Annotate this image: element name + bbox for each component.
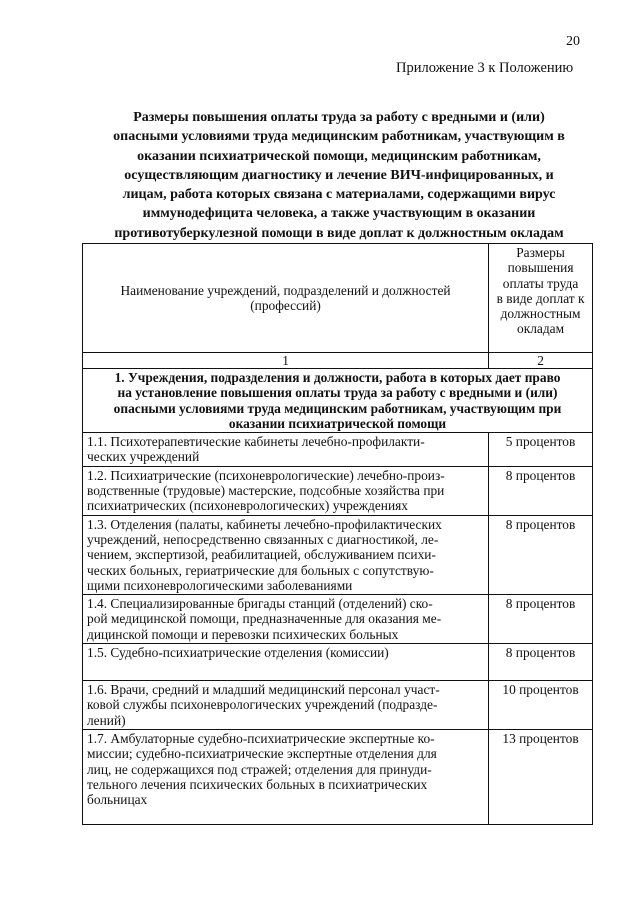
- table-header-row: [83, 244, 593, 353]
- title-line: противотуберкулезной помощи в виде доплат к должностным окладам: [114, 225, 564, 241]
- title-line: опасными условиями труда медицинским работникам, участвующим в: [113, 129, 565, 145]
- section-line: опасными условиями труда медицинским работникам, участвующим при: [113, 400, 562, 416]
- section-header: [83, 369, 593, 433]
- row-line: водственные (трудовые) мастерские, подсобные хозяйства при: [87, 483, 445, 499]
- row-line: тельного лечения психических больных в психиатрических: [87, 776, 428, 792]
- column-number-row: [83, 353, 593, 369]
- row-value: 10 процентов: [489, 681, 593, 730]
- row-line: больницах: [87, 792, 148, 808]
- row-line: ческих учреждений: [87, 449, 200, 465]
- table-row: [83, 681, 593, 730]
- row-description: [83, 595, 489, 644]
- row-value: 8 процентов: [489, 515, 593, 594]
- header-size-line: оплаты труда: [502, 275, 579, 291]
- row-line: 1.7. Амбулаторные судебно-психиатрические экспертные ко-: [87, 730, 435, 746]
- row-description: [83, 466, 489, 515]
- row-line: психиатрических (психоневрологических) учреждениях: [87, 498, 408, 514]
- column-number: 1: [83, 353, 489, 369]
- header-size-line: в виде доплат к: [496, 290, 585, 306]
- title-line: иммунодефицита человека, а также участвующим в оказании: [142, 206, 536, 222]
- row-line: дицинской помощи и перевозки психических больных: [87, 626, 399, 642]
- title-line: лицам, работа которых связана с материалами, содержащими вирус: [122, 187, 556, 203]
- header-size-line: окладам: [517, 321, 565, 337]
- row-line: миссии; судебно-психиатрические экспертные отделения для: [87, 746, 437, 762]
- row-line: лений): [87, 712, 126, 728]
- row-line: 1.3. Отделения (палаты, кабинеты лечебно-профилактических: [87, 516, 442, 532]
- row-description: [83, 644, 489, 681]
- header-name-cell: [83, 244, 489, 353]
- row-value: 13 процентов: [489, 729, 593, 824]
- table-row: [83, 515, 593, 594]
- row-line: 1.6. Врачи, средний и младший медицинский персонал участ-: [87, 682, 440, 698]
- row-line: ковой службы психоневрологических учреждений (подразде-: [87, 697, 438, 713]
- header-size-line: повышения: [507, 260, 574, 276]
- header-size-line: Размеры: [516, 245, 565, 260]
- allowance-table: [82, 243, 593, 825]
- row-line: ческих больных, гериатрические для больных с сопутствую-: [87, 562, 434, 578]
- row-line: 1.2. Психиатрические (психоневрологические) лечебно-произ-: [87, 467, 445, 483]
- row-line: 1.4. Специализированные бригады станций (отделений) ско-: [87, 596, 433, 612]
- row-description: [83, 729, 489, 824]
- row-line: чением, экспертизой, реабилитацией, обслуживанием психи-: [87, 547, 436, 563]
- table-row: [83, 729, 593, 824]
- row-line: лиц, не содержащихся под стражей; отделения для принуди-: [87, 761, 432, 777]
- section-line: 1. Учреждения, подразделения и должности, работа в которых дает право: [114, 370, 561, 385]
- row-value: 5 процентов: [489, 433, 593, 467]
- header-size-cell: [489, 244, 593, 353]
- table-row: [83, 433, 593, 467]
- title-line: Размеры повышения оплаты труда за работу с вредными и (или): [133, 110, 545, 125]
- page-number: 20: [566, 34, 580, 49]
- table-row: [83, 466, 593, 515]
- row-value: 8 процентов: [489, 644, 593, 681]
- section-line: на установление повышения оплаты труда за работу с вредными и (или): [117, 385, 558, 401]
- row-line: 1.1. Психотерапевтические кабинеты лечебно-профилакти-: [87, 434, 425, 450]
- title-line: осуществляющим диагностику и лечение ВИЧ-инфицированных, и: [124, 167, 554, 183]
- title-line: оказании психиатрической помощи, медицинским работникам,: [137, 148, 541, 164]
- row-line: щими психоневрологическими заболеваниями: [87, 577, 353, 593]
- table-row: [83, 595, 593, 644]
- row-value: 8 процентов: [489, 595, 593, 644]
- row-description: [83, 515, 489, 594]
- row-line: 1.5. Судебно-психиатрические отделения (комиссии): [87, 645, 389, 661]
- section-header-row: [83, 369, 593, 433]
- document-title: [78, 108, 600, 243]
- row-value: 8 процентов: [489, 466, 593, 515]
- header-name-line: (профессий): [250, 298, 321, 313]
- section-line: оказании психиатрической помощи: [228, 415, 447, 431]
- column-number: 2: [489, 353, 593, 369]
- table-row: [83, 644, 593, 681]
- row-description: [83, 433, 489, 467]
- row-line: учреждений, непосредственно связанных с диагностикой, ле-: [87, 531, 439, 547]
- row-description: [83, 681, 489, 730]
- header-size-line: должностным: [500, 306, 581, 322]
- appendix-label: Приложение 3 к Положению: [396, 60, 574, 76]
- row-line: рой медицинской помощи, предназначенные для оказания ме-: [87, 611, 442, 627]
- header-name-line: Наименование учреждений, подразделений и должностей: [120, 282, 451, 298]
